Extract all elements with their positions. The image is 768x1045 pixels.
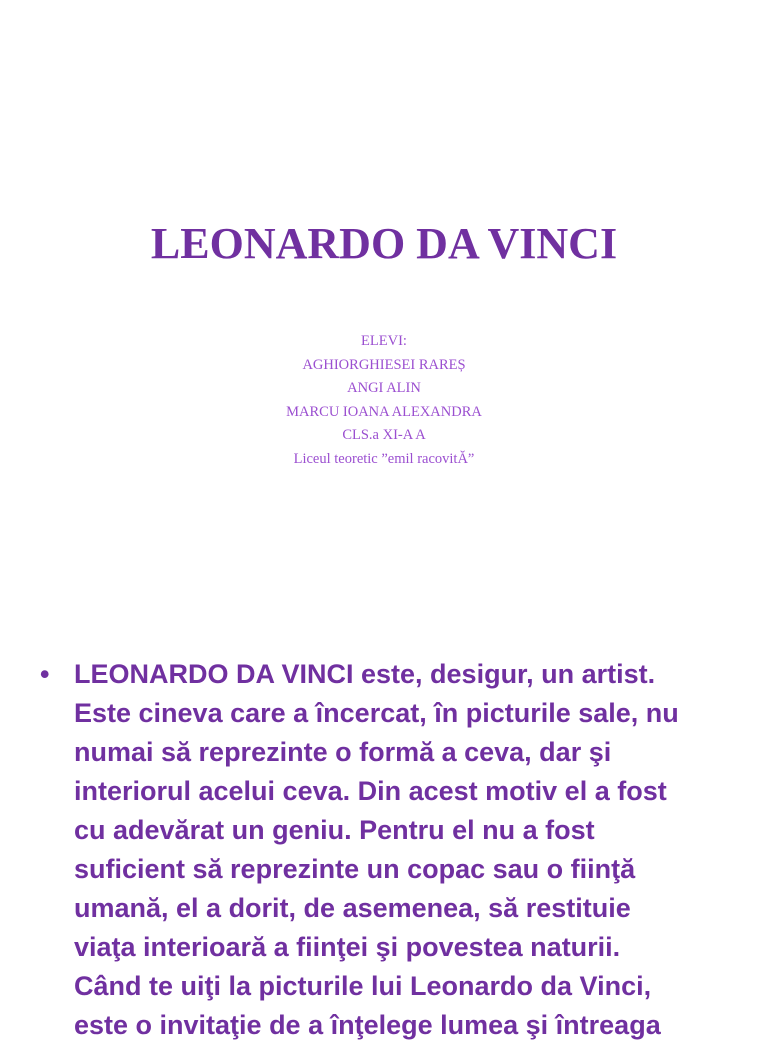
paragraph-line: Când te uiţi la picturile lui Leonardo da Vinci,	[74, 971, 652, 1001]
paragraph-text	[74, 655, 730, 1045]
page-title: LEONARDO DA VINCI	[150, 219, 618, 268]
paragraph-line: numai să reprezinte o formă a ceva, dar şi	[74, 737, 612, 767]
bullet-marker: •	[40, 659, 50, 689]
paragraph-line: LEONARDO DA VINCI este, desigur, un artist.	[74, 659, 656, 689]
subtitle-line: ANGI ALIN	[347, 380, 421, 396]
subtitle-line: AGHIORGHIESEI RAREȘ	[302, 356, 466, 373]
subtitle-line: ELEVI:	[361, 333, 407, 349]
subtitle-line: CLS.a XI-A A	[342, 427, 426, 443]
paragraph-line: Este cineva care a încercat, în picturile sale, nu	[74, 698, 679, 728]
paragraph-line: umană, el a dorit, de asemenea, să restituie	[74, 893, 631, 923]
subtitle-line: Liceul teoretic ”emil racovitĂ”	[293, 450, 475, 467]
subtitle-block	[0, 330, 768, 471]
paragraph-line: este o invitaţie de a înţelege lumea şi întreaga	[74, 1010, 661, 1040]
bullet-paragraph	[40, 655, 730, 1045]
paragraph-line: suficient să reprezinte un copac sau o fiinţă	[74, 854, 636, 884]
paragraph-line: cu adevărat un geniu. Pentru el nu a fost	[74, 815, 595, 845]
paragraph-line: interiorul acelui ceva. Din acest motiv el a fost	[74, 776, 667, 806]
subtitle-line: MARCU IOANA ALEXANDRA	[286, 403, 482, 420]
paragraph-line: viaţa interioară a fiinţei şi povestea naturii.	[74, 932, 621, 962]
